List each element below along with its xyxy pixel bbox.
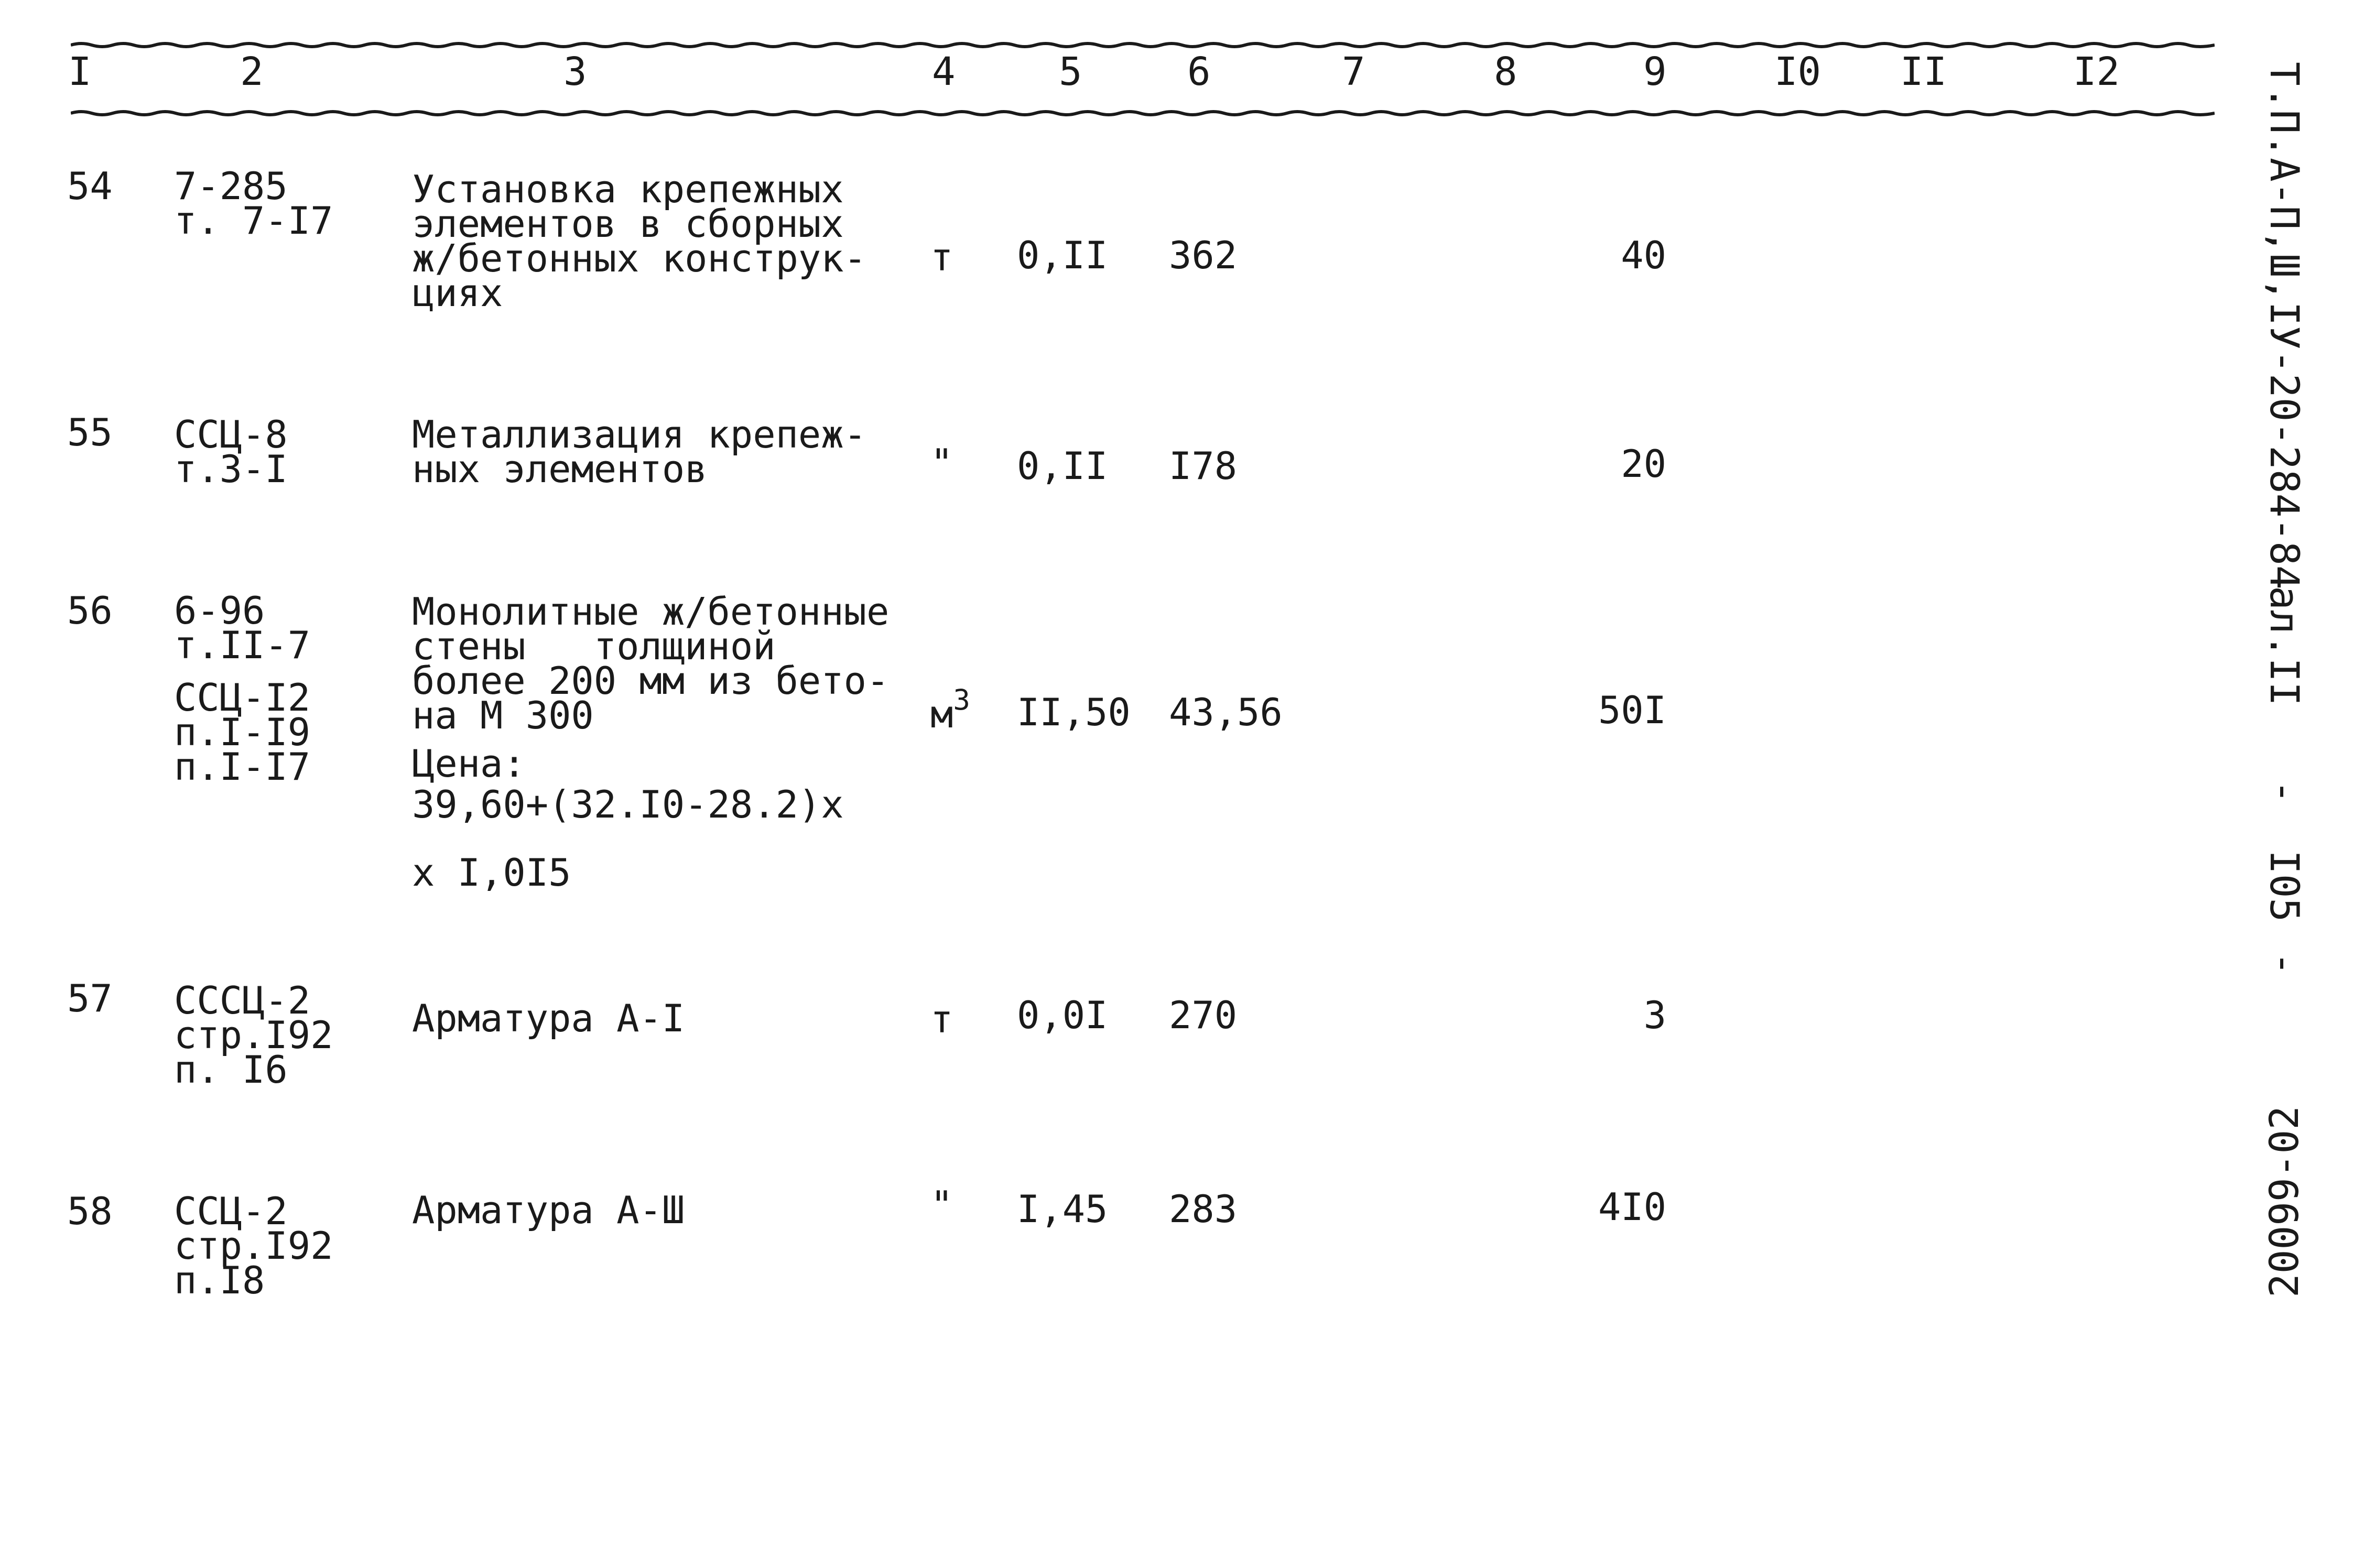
row-code-line: п.I-I9 xyxy=(174,710,311,754)
row-name-line: Металлизация крепеж- xyxy=(412,412,866,456)
col-header-11: II xyxy=(1900,49,1947,94)
row-code-line: стр.I92 xyxy=(174,1224,333,1268)
unit-exponent: 3 xyxy=(953,683,970,716)
unit-text: м xyxy=(930,692,953,736)
row-code-line: 6-96 xyxy=(174,589,265,633)
row-unit-price: 283 xyxy=(1169,1187,1238,1231)
row-name-line: Арматура А-Ш xyxy=(412,1188,685,1232)
col-header-3: 3 xyxy=(563,49,587,94)
col-header-12: I2 xyxy=(2073,49,2120,94)
side-dash: - xyxy=(2261,952,2308,976)
row-name-line: циях xyxy=(412,271,503,315)
col-header-8: 8 xyxy=(1494,49,1517,94)
row-unit: " xyxy=(930,441,953,485)
row-code-line: п.I-I7 xyxy=(174,745,311,789)
row-quantity: 0,II xyxy=(1017,233,1108,277)
col-header-1: I xyxy=(68,49,92,94)
price-note-label: Цена: xyxy=(412,742,526,786)
row-total: 3 xyxy=(1643,993,1666,1037)
row-code-line: 7-285 xyxy=(174,164,288,208)
price-note-formula: 39,60+(32.I0-28.2)x xyxy=(412,782,844,826)
row-code-line: стр.I92 xyxy=(174,1013,333,1057)
row-code-line: т.II-7 xyxy=(174,623,311,667)
row-total: 4I0 xyxy=(1598,1185,1666,1229)
row-number: 58 xyxy=(67,1189,113,1233)
side-doc-code: Т.П.А-П,Ш,IУ-20-284-84 xyxy=(2261,62,2308,590)
header-top-rule xyxy=(71,40,2215,50)
row-unit-price: I78 xyxy=(1169,444,1238,488)
row-code-line: т. 7-I7 xyxy=(174,199,333,243)
row-quantity: 0,II xyxy=(1017,444,1108,488)
row-name-line: ж/бетонных конструк- xyxy=(412,236,866,280)
col-header-4: 4 xyxy=(932,49,956,94)
col-header-7: 7 xyxy=(1342,49,1365,94)
row-code-line: ССЦ-8 xyxy=(174,412,288,456)
row-total: 50I xyxy=(1598,688,1666,732)
row-name-line: стены толщиной xyxy=(412,624,776,668)
row-total: 20 xyxy=(1621,442,1666,486)
row-number: 57 xyxy=(67,976,113,1020)
row-name-line: ных элементов xyxy=(412,447,708,491)
row-number: 55 xyxy=(67,410,113,454)
row-quantity: 0,0I xyxy=(1017,993,1108,1037)
row-code-line: п. I6 xyxy=(174,1048,288,1092)
row-code-line: ССЦ-I2 xyxy=(174,676,311,720)
row-code-line: т.3-I xyxy=(174,447,288,491)
row-unit: " xyxy=(930,1183,953,1227)
row-unit xyxy=(930,683,970,736)
side-order-number: 20099-02 xyxy=(2261,1106,2307,1298)
row-total: 40 xyxy=(1621,233,1666,277)
row-name-line: Установка крепежных xyxy=(412,167,844,211)
side-page-number: I05 xyxy=(2261,850,2308,922)
row-quantity: II,50 xyxy=(1017,690,1131,734)
col-header-9: 9 xyxy=(1643,49,1667,94)
row-name-line: Монолитные ж/бетонные xyxy=(412,590,890,634)
side-sheet: ал.II xyxy=(2261,586,2308,706)
row-unit-price: 362 xyxy=(1169,233,1238,277)
col-header-5: 5 xyxy=(1059,49,1082,94)
header-bottom-rule xyxy=(71,108,2215,118)
row-code-line: п.I8 xyxy=(174,1258,265,1302)
row-unit-price: 270 xyxy=(1169,993,1238,1037)
row-name-line: элементов в сборных xyxy=(412,202,844,246)
row-code-line: СССЦ-2 xyxy=(174,978,311,1022)
row-code-line: ССЦ-2 xyxy=(174,1189,288,1233)
col-header-2: 2 xyxy=(240,49,264,94)
row-quantity: I,45 xyxy=(1017,1187,1108,1231)
row-name-line: Арматура А-I xyxy=(412,996,685,1040)
row-number: 56 xyxy=(67,589,113,633)
col-header-10: I0 xyxy=(1774,49,1821,94)
row-name-line: более 200 мм из бето- xyxy=(412,659,890,703)
row-number: 54 xyxy=(67,164,113,208)
row-unit: т xyxy=(930,235,953,279)
row-unit: т xyxy=(930,997,953,1041)
col-header-6: 6 xyxy=(1187,49,1211,94)
row-unit-price: 43,56 xyxy=(1169,690,1283,734)
price-note-formula: x I,0I5 xyxy=(412,851,571,895)
row-name-line: на М 300 xyxy=(412,693,594,737)
side-dash: - xyxy=(2261,780,2308,804)
